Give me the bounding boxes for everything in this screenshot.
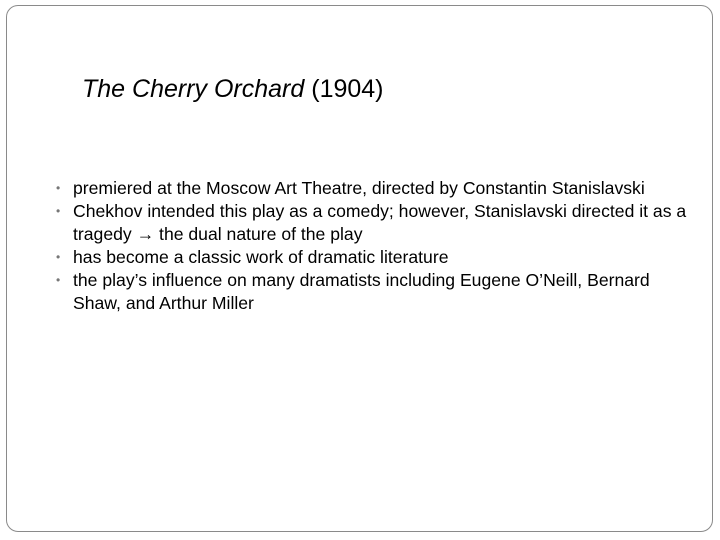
bullet-text: Chekhov intended this play as a comedy; however, Stanislavski directed it as a tragedy → the dual nature of the play: [73, 201, 687, 244]
bullet-text: has become a classic work of dramatic literature: [73, 247, 449, 267]
title-play-name: The Cherry Orchard: [82, 75, 305, 103]
bullet-list: [56, 177, 696, 315]
bullet-icon: •: [56, 273, 61, 287]
bullet-item: [56, 246, 696, 269]
bullet-icon: •: [56, 181, 61, 195]
bullet-item: [56, 200, 696, 246]
bullet-text: the play’s influence on many dramatists including Eugene O’Neill, Bernard Shaw, and Arthur Miller: [73, 270, 650, 313]
bullet-text: premiered at the Moscow Art Theatre, directed by Constantin Stanislavski: [73, 178, 645, 198]
bullet-item: [56, 269, 696, 315]
slide-title: [82, 72, 384, 106]
bullet-item: [56, 177, 696, 200]
bullet-icon: •: [56, 204, 61, 218]
bullet-icon: •: [56, 250, 61, 264]
title-year: (1904): [304, 75, 384, 103]
